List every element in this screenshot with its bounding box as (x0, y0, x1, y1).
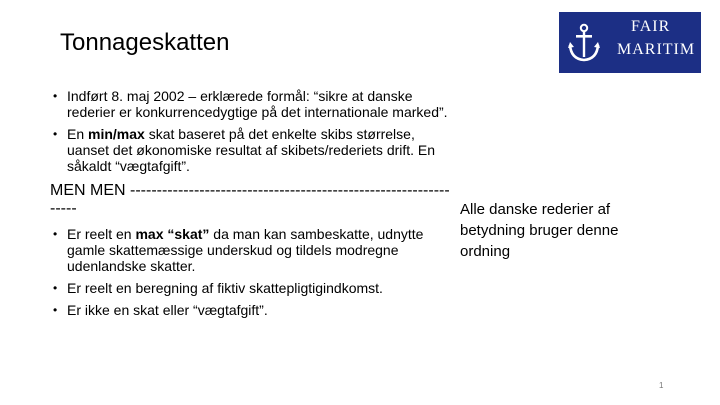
bullet-text: Er reelt en beregning af fiktiv skattepligtigindkomst. (67, 280, 383, 296)
bullet-text-bold: max “skat” (135, 226, 210, 242)
slide-body (50, 88, 450, 324)
bullet-item (50, 226, 450, 274)
bullet-item (50, 126, 450, 174)
slide-title: Tonnageskatten (60, 29, 230, 56)
bullet-icon: • (53, 89, 58, 103)
men-men-heading: MEN MEN ----------------------------------------------------------------- (50, 182, 450, 217)
bullet-icon: • (53, 281, 58, 295)
bullet-item (50, 280, 450, 296)
bullet-text: Indført 8. maj 2002 – erklærede formål: “sikre at danske rederier er konkurrencedygtige på det internationale marked”. (67, 88, 448, 120)
bullet-text: Er ikke en skat eller “vægtafgift”. (67, 302, 268, 318)
bullet-item (50, 302, 450, 318)
bullet-text-post: da man kan sambeskatte, udnytte gamle skattemæssige underskud og tildels modregne udenlandske skatter. (67, 226, 424, 274)
side-note: Alle danske rederier af betydning bruger denne ordning (460, 201, 619, 260)
bullet-icon: • (53, 127, 58, 141)
bullet-text-pre: En (67, 126, 89, 142)
anchor-icon (567, 23, 601, 63)
fair-maritim-logo (559, 12, 701, 73)
bullet-text-pre: Er reelt en (67, 226, 136, 242)
bullet-icon: • (53, 303, 58, 317)
logo-line-1: FAIR (631, 18, 671, 35)
bullet-text-post: skat baseret på det enkelte skibs størrelse, uanset det økonomiske resultat af skibets/rederiets drift. En såkaldt “vægtafgift”. (67, 126, 436, 174)
bullet-icon: • (53, 227, 58, 241)
logo-line-2: MARITIM (617, 41, 696, 58)
bullet-text-bold: min/max (88, 126, 145, 142)
page-number: 1 (659, 381, 664, 390)
bullet-item (50, 88, 450, 120)
